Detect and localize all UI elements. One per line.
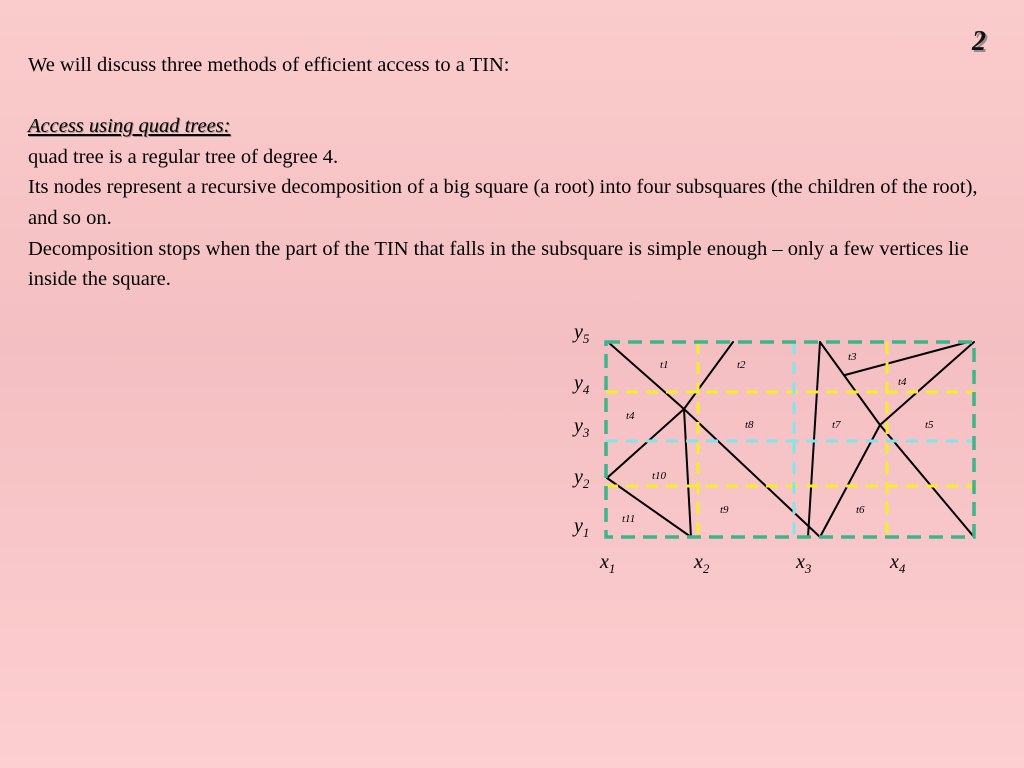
edge: [880, 342, 974, 425]
body-line-3: Decomposition stops when the part of the TIN that falls in the subsquare is simple enough – only a few vertices lie inside the square.: [28, 237, 969, 291]
triangle-label: t1: [660, 359, 669, 371]
x-label-1: $x_1$: [600, 551, 616, 576]
y-label-3: $y_3$: [574, 415, 590, 440]
triangle-label: t6: [856, 504, 865, 516]
x-label-2: $x_2$: [694, 551, 710, 576]
triangle-label: t8: [745, 419, 754, 431]
page-number: 2: [972, 26, 986, 57]
x-label-4: $x_4$: [890, 551, 906, 576]
y-axis-labels: [572, 321, 590, 540]
triangle-label: t3: [848, 351, 857, 363]
y-label-2: $y_2$: [574, 466, 590, 491]
edge: [684, 342, 733, 409]
triangle-label: t7: [832, 419, 841, 431]
y-label-4: $y_4$: [574, 372, 590, 397]
y-label-1: $y_1$: [574, 515, 590, 540]
section-heading: Access using quad trees:: [28, 115, 231, 138]
x-label-3: $x_3$: [796, 551, 812, 576]
body-line-1: quad tree is a regular tree of degree 4.: [28, 145, 339, 168]
triangle-label: t4: [626, 410, 635, 422]
triangle-label: t4: [898, 376, 907, 388]
y-label-5: $y_5$: [574, 321, 590, 346]
body-line-2: Its nodes represent a recursive decomposition of a big square (a root) into four subsquares (the children of the root), and so on.: [28, 176, 978, 229]
edge: [607, 409, 684, 478]
edge: [845, 342, 968, 375]
triangle-label: t11: [622, 513, 636, 525]
triangle-label: t9: [720, 504, 729, 516]
triangle-label: t2: [737, 359, 746, 371]
edge: [608, 342, 684, 409]
triangle-label: t5: [925, 419, 934, 431]
x-axis-labels: [599, 551, 906, 576]
edge: [684, 409, 691, 537]
intro-text: We will discuss three methods of efficient access to a TIN:: [28, 54, 510, 76]
triangle-labels: [622, 351, 934, 525]
triangle-label: t10: [652, 470, 667, 482]
